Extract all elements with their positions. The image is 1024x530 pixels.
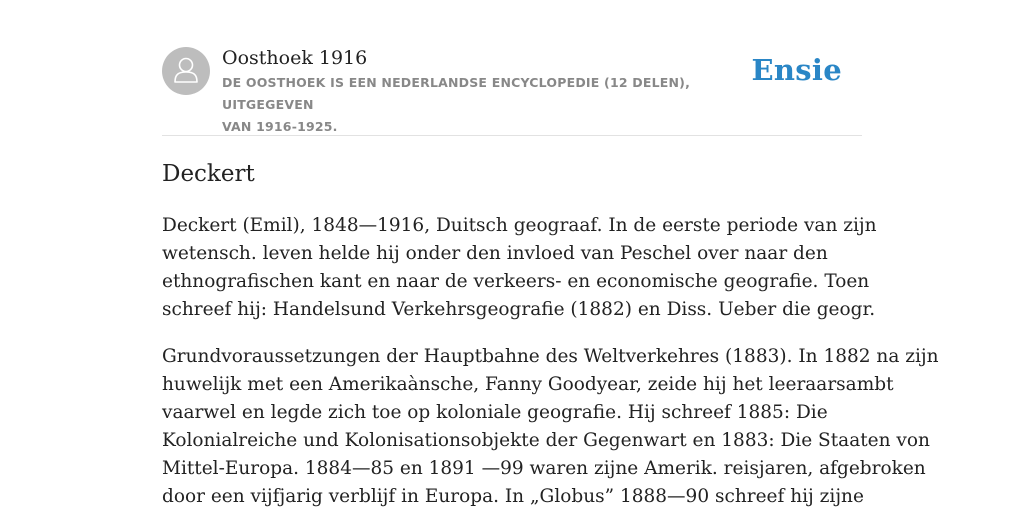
text-line: Mittel-Europa. 1884—85 en 1891 —99 waren zijne Amerik. reisjaren, afgebroken	[162, 458, 926, 479]
source-description-line: VAN 1916-1925.	[222, 119, 338, 134]
entry-title: Deckert	[162, 161, 255, 187]
text-line: wetensch. leven helde hij onder den invloed van Peschel over naar den	[162, 243, 828, 264]
text-line: huwelijk met een Amerikaànsche, Fanny Goodyear, zeide hij het leeraarsambt	[162, 374, 894, 395]
source-description-line: DE OOSTHOEK IS EEN NEDERLANDSE ENCYCLOPEDIE (12 DELEN), UITGEGEVEN	[222, 75, 691, 112]
text-line: schreef hij: Handelsund Verkehrsgeografie (1882) en Diss. Ueber die geogr.	[162, 299, 876, 320]
source-title[interactable]: Oosthoek 1916	[222, 47, 368, 69]
entry-paragraph	[162, 212, 877, 324]
text-line: Kolonialreiche und Kolonisationsobjekte der Gegenwart en 1883: Die Staaten von	[162, 430, 930, 451]
source-avatar[interactable]	[162, 47, 210, 95]
text-line: Deckert (Emil), 1848—1916, Duitsch geograaf. In de eerste periode van zijn	[162, 215, 877, 236]
entry-body	[162, 212, 939, 530]
text-line: vaarwel en legde zich toe op koloniale geografie. Hij schreef 1885: Die	[162, 402, 828, 423]
text-line: ethnografischen kant en naar de verkeers- en economische geografie. Toen	[162, 271, 870, 292]
source-header	[162, 46, 862, 134]
source-description	[222, 72, 762, 138]
header-divider	[162, 135, 862, 136]
user-silhouette-icon	[162, 47, 210, 95]
text-line: Grundvoraussetzungen der Hauptbahne des Weltverkehres (1883). In 1882 na zijn	[162, 346, 939, 367]
text-line: door een vijfjarig verblijf in Europa. In „Globus” 1888—90 schreef hij zijne	[162, 486, 864, 507]
entry-paragraph	[162, 343, 939, 511]
brand-logo[interactable]: Ensie	[751, 53, 842, 87]
